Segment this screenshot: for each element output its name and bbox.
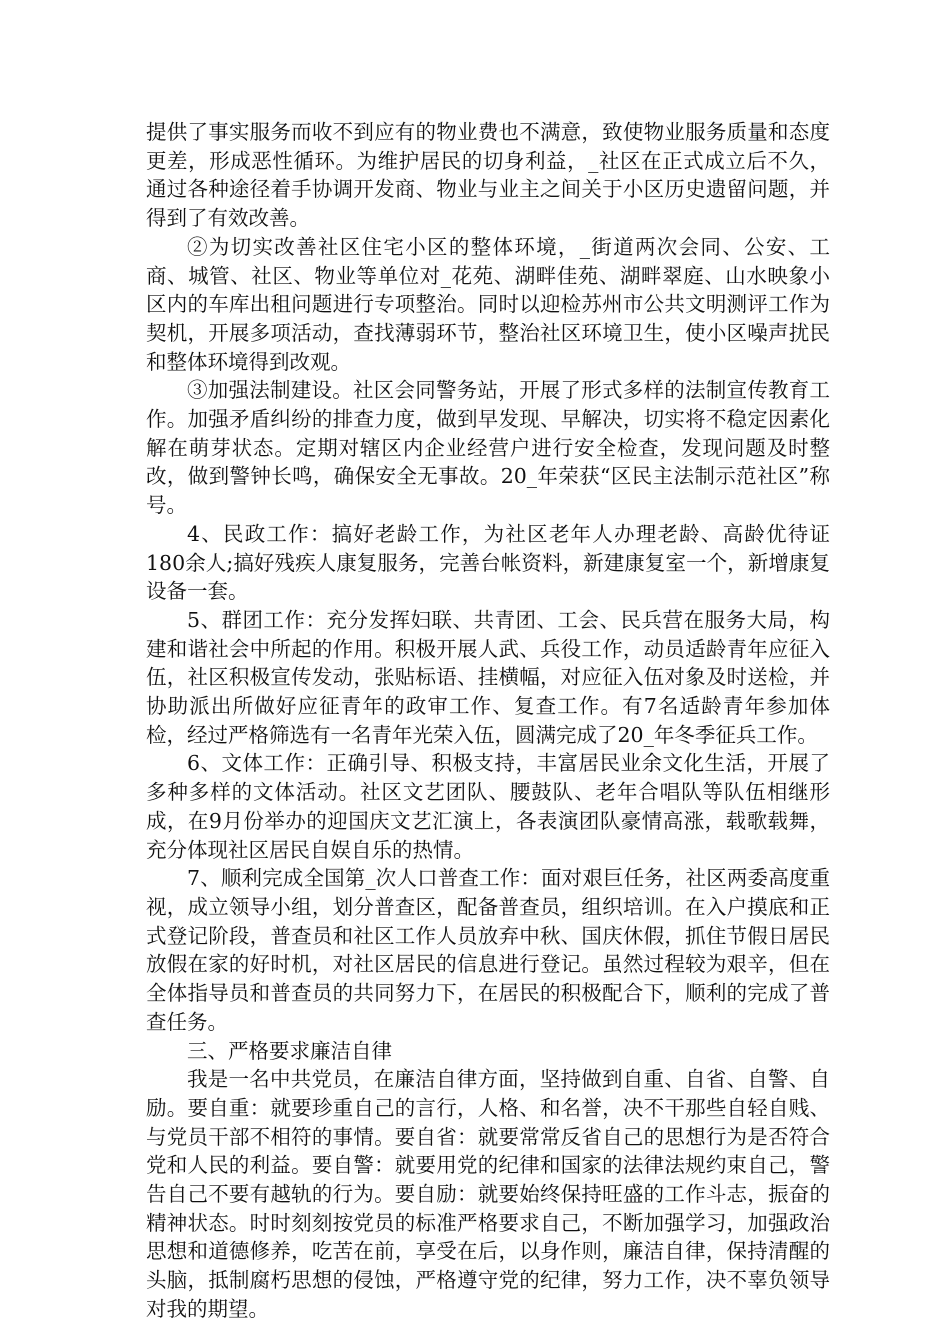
paragraph-property-fees: 提供了事实服务而收不到应有的物业费也不满意，致使物业服务质量和态度更差，形成恶性循环。为维护居民的切身利益，_社区在正式成立后不久，通过各种途径着手协调开发商、物业与业主之间关于小区历史遗留问题，并得到了有效改善。 bbox=[146, 120, 830, 231]
paragraph-legal-construction: ③加强法制建设。社区会同警务站，开展了形式多样的法制宣传教育工作。加强矛盾纠纷的排查力度，做到早发现、早解决，切实将不稳定因素化解在萌芽状态。定期对辖区内企业经营户进行安全检查，发现问题及时整改，做到警钟长鸣，确保安全无事故。20_年荣获“区民主法制示范社区”称号。 bbox=[146, 378, 830, 518]
document-body bbox=[146, 118, 830, 1324]
section-heading-integrity: 三、严格要求廉洁自律 bbox=[187, 1038, 392, 1063]
paragraph-mass-organizations: 5、群团工作：充分发挥妇联、共青团、工会、民兵营在服务大局，构建和谐社会中所起的作用。积极开展人武、兵役工作，动员适龄青年应征入伍，社区积极宣传发动，张贴标语、挂横幅，对应征入伍对象及时送检，并协助派出所做好应征青年的政审工作、复查工作。有7名适龄青年参加体检，经过严格筛选有一名青年光荣入伍，圆满完成了20_年冬季征兵工作。 bbox=[146, 607, 830, 747]
paragraph-culture-sports: 6、文体工作：正确引导、积极支持，丰富居民业余文化生活，开展了多种多样的文体活动。社区文艺团队、腰鼓队、老年合唱队等队伍相继形成，在9月份举办的迎国庆文艺汇演上，各表演团队豪情高涨，载歌载舞，充分体现社区居民自娱自乐的热情。 bbox=[146, 751, 830, 862]
paragraph-civil-affairs: 4、民政工作：搞好老龄工作，为社区老年人办理老龄、高龄优待证180余人;搞好残疾人康复服务，完善台帐资料，新建康复室一个，新增康复设备一套。 bbox=[146, 521, 830, 604]
paragraph-self-discipline: 我是一名中共党员，在廉洁自律方面，坚持做到自重、自省、自警、自励。要自重：就要珍重自己的言行，人格、和名誉，决不干那些自轻自贱、与党员干部不相符的事情。要自省：就要常常反省自己的思想行为是否符合党和人民的利益。要自警：就要用党的纪律和国家的法律法规约束自己，警告自己不要有越轨的行为。要自励：就要始终保持旺盛的工作斗志，振奋的精神状态。时时刻刻按党员的标准严格要求自己，不断加强学习，加强政治思想和道德修养，吃苦在前，享受在后，以身作则，廉洁自律，保持清醒的头脑，抵制腐朽思想的侵蚀，严格遵守党的纪律，努力工作，决不辜负领导对我的期望。 bbox=[146, 1067, 830, 1321]
paragraph-census: 7、顺利完成全国第_次人口普查工作：面对艰巨任务，社区两委高度重视，成立领导小组，划分普查区，配备普查员，组织培训。在入户摸底和正式登记阶段，普查员和社区工作人员放弃中秋、国庆休假，抓住节假日居民放假在家的好时机，对社区居民的信息进行登记。虽然过程较为艰辛，但在全体指导员和普查员的共同努力下，在居民的积极配合下，顺利的完成了普查任务。 bbox=[146, 866, 830, 1034]
paragraph-residential-environment: ②为切实改善社区住宅小区的整体环境，_街道两次会同、公安、工商、城管、社区、物业等单位对_花苑、湖畔佳苑、湖畔翠庭、山水映象小区内的车库出租问题进行专项整治。同时以迎检苏州市公共文明测评工作为契机，开展多项活动，查找薄弱环节，整治社区环境卫生，使小区噪声扰民和整体环境得到改观。 bbox=[146, 234, 830, 374]
